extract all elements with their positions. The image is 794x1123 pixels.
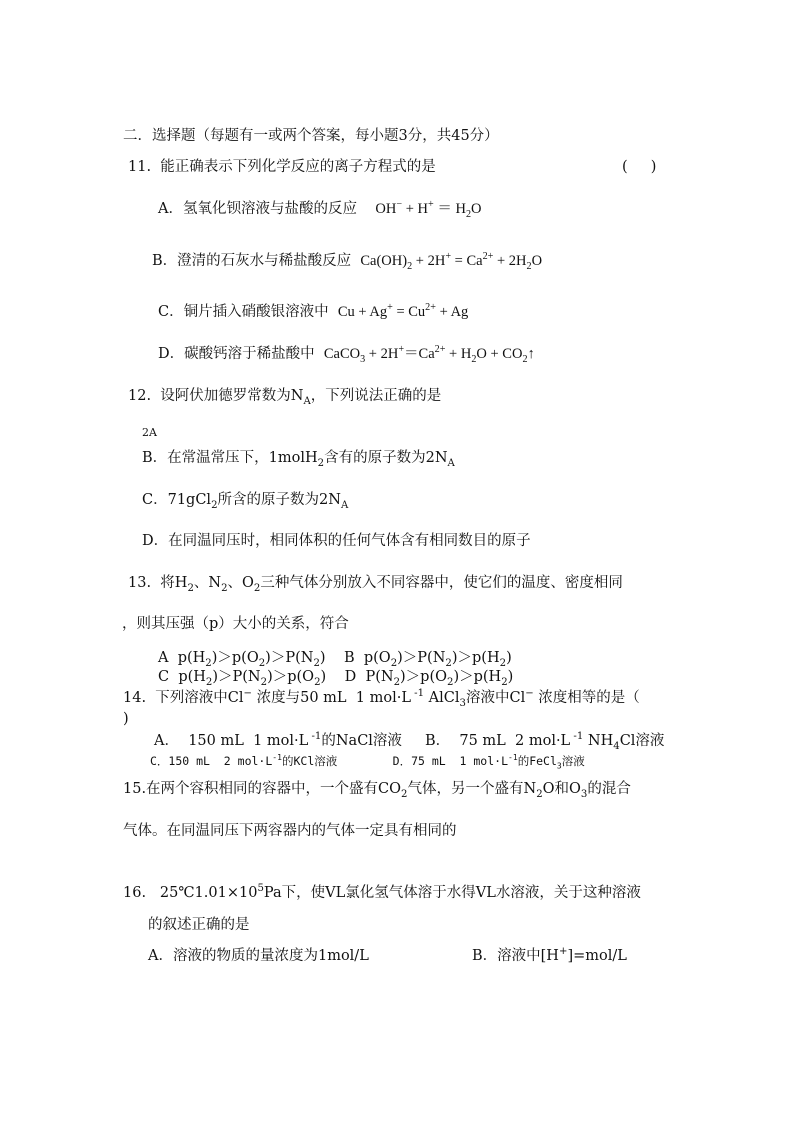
q11-option-a: A．氢氧化钡溶液与盐酸的反应 $OH^- + H^+ = H_2O$ [158,199,482,220]
q16-option-a: A．溶液的物质的量浓度为1mol/L [148,948,369,964]
q14-stem-close: ) [123,711,129,727]
q16-option-b: B．溶液中[H+]=mol/L [472,946,627,964]
q12-stem: 12. 设阿伏加德罗常数为$N_A$，下列说法正确的是 [128,388,442,407]
q11-option-c: C．铜片插入硝酸银溶液中 $Cu + Ag^+ = Cu^{2+} + Ag$ [158,302,469,320]
q13-stem: 13. 将$H_2$、$N_2$、$O_2$三种气体分别放入不同容器中，使它们的温度、密度相同 [128,575,623,594]
q11-option-d: D．碳酸钙溶于稀盐酸中 CaCO$_3$ + $2H^+=Ca^{2+} + H_2O$ + $CO_2↑$ [158,344,535,365]
q16-stem: 16. $25℃1.01\times 10^5Pa$下，使VL氯化氢气体溶于水得VL水溶液，关于这种溶液 [123,883,641,901]
q11-stem: 11. 能正确表示下列化学反应的离子方程式的是 [128,159,436,175]
q15-stem: 15.在两个容积相同的容器中，一个盛有$CO_2$气体，另一个盛有$N_2O$和$O_3$的混合 [123,781,631,800]
q14-options-cd: C．150 mL 2 $mol\cdot L^{-1}$的KCl溶液 D．75 mL 1 $mol\cdot L^{-1}$的FeCl$_3$溶液 [150,753,585,771]
q12-option-c: C．71gCl$_2$所含的原子数为$2N_A$ [142,492,349,511]
q11-option-b: B．澄清的石灰水与稀盐酸反应 $Ca(OH)_2 + 2H^+ = Ca^{2+} + 2H_2O$ [152,251,543,272]
q13-options-row1: A $p(H_2)>p(O_2)>P(N_2)$ B $p(O_2)>P(N_2)>p(H_2)$ [158,650,512,669]
q13-stem-continued: ，则其压强（p）大小的关系，符合 [122,616,349,632]
q12-fragment: 2A [142,426,157,439]
q16-stem-continued: 的叙述正确的是 [148,917,250,933]
q15-stem-continued: 气体。在同温同压下两容器内的气体一定具有相同的 [123,823,457,839]
q13-options-row2: C $p(H_2)>P(N_2)>p(O_2)$ D $P(N_2)>p(O_2)>p(H_2)$ [158,669,514,688]
section-heading: 二．选择题（每题有一或两个答案，每小题3分，共45分） [123,128,499,144]
q12-option-b: B．在常温常压下，1molH$_2$含有的原子数为$2N_A$ [142,450,455,469]
q14-stem: 14. 下列溶液中Cl− 浓度与50 mL 1 mol·L $^{-1}$ AlCl$_3$溶液中Cl− 浓度相等的是（ [123,688,640,709]
q14-options-ab: A． 150 mL 1 mol·L $^{-1}$的NaCl溶液 B． 75 mL 2 mol·L $^{-1}$ $NH_4Cl$溶液 [154,731,665,752]
q12-option-d: D．在同温同压时，相同体积的任何气体含有相同数目的原子 [142,533,531,549]
q11-answer-paren: ( ) [622,159,657,175]
